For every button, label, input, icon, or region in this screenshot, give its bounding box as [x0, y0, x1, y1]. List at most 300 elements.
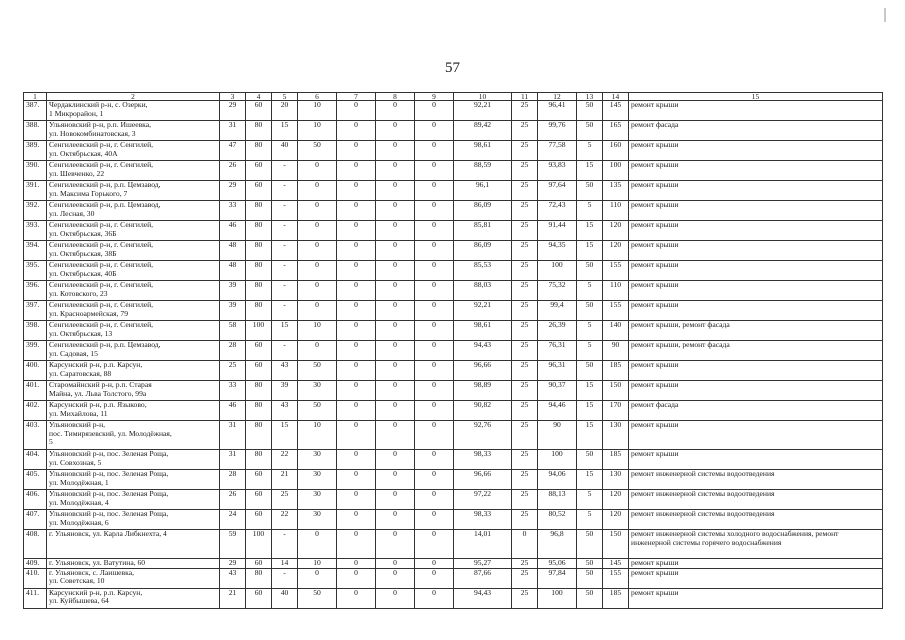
- table-cell: 0: [415, 201, 454, 221]
- column-header: 7: [337, 93, 376, 101]
- table-cell: 95,06: [538, 559, 577, 569]
- table-cell: 80: [246, 201, 272, 221]
- table-cell: 80: [246, 261, 272, 281]
- table-cell: 0: [376, 221, 415, 241]
- table-cell: 393.: [24, 221, 47, 241]
- table-cell: 40: [272, 141, 298, 161]
- table-cell: ремонт крыши: [629, 241, 883, 261]
- table-cell: 14,01: [454, 530, 512, 559]
- table-cell: 90: [538, 421, 577, 450]
- table-cell: 0: [415, 341, 454, 361]
- table-cell: Сенгилеевский р-н, г. Сенгилей, ул. Котовского, 23: [47, 281, 220, 301]
- table-cell: 0: [337, 221, 376, 241]
- table-cell: ремонт крыши: [629, 361, 883, 381]
- table-cell: 185: [603, 361, 629, 381]
- table-cell: ремонт крыши: [629, 261, 883, 281]
- table-cell: 0: [376, 381, 415, 401]
- table-cell: 0: [376, 121, 415, 141]
- table-row: [24, 470, 883, 490]
- table-row: [24, 401, 883, 421]
- table-cell: 110: [603, 281, 629, 301]
- table-cell: 33: [220, 201, 246, 221]
- table-cell: 0: [415, 261, 454, 281]
- table-row: [24, 510, 883, 530]
- table-cell: 50: [577, 588, 603, 608]
- column-header: 14: [603, 93, 629, 101]
- table-cell: 400.: [24, 361, 47, 381]
- table-row: [24, 341, 883, 361]
- table-row: [24, 201, 883, 221]
- column-header: 1: [24, 93, 47, 101]
- table-cell: 0: [415, 470, 454, 490]
- table-cell: 0: [376, 261, 415, 281]
- table-cell: 0: [337, 281, 376, 301]
- table-cell: Сенгилеевский р-н, г. Сенгилей, ул. Октябрьская, 40Б: [47, 261, 220, 281]
- table-cell: 0: [298, 530, 337, 559]
- table-cell: 96,66: [454, 470, 512, 490]
- table-cell: 77,58: [538, 141, 577, 161]
- table-cell: 0: [415, 221, 454, 241]
- table-cell: 0: [298, 281, 337, 301]
- table-cell: 0: [298, 241, 337, 261]
- table-cell: 24: [220, 510, 246, 530]
- table-cell: 25: [512, 241, 538, 261]
- repair-table: [23, 92, 883, 609]
- table-cell: 60: [246, 101, 272, 121]
- table-cell: 0: [298, 341, 337, 361]
- table-cell: г. Ульяновск, с. Лаишевка, ул. Советская, 10: [47, 568, 220, 588]
- table-cell: 25: [272, 490, 298, 510]
- table-cell: 0: [337, 261, 376, 281]
- table-cell: 0: [298, 221, 337, 241]
- table-cell: 150: [603, 381, 629, 401]
- table-cell: 80: [246, 221, 272, 241]
- table-cell: 60: [246, 588, 272, 608]
- table-cell: -: [272, 281, 298, 301]
- table-cell: 145: [603, 101, 629, 121]
- table-cell: 25: [512, 588, 538, 608]
- table-cell: 15: [577, 470, 603, 490]
- column-header: 15: [629, 93, 883, 101]
- table-cell: 392.: [24, 201, 47, 221]
- table-cell: 0: [298, 301, 337, 321]
- table-cell: 170: [603, 401, 629, 421]
- column-header: 3: [220, 93, 246, 101]
- table-cell: 98,61: [454, 141, 512, 161]
- table-cell: 5: [577, 141, 603, 161]
- table-row: [24, 321, 883, 341]
- table-cell: Сенгилеевский р-н, г. Сенгилей, ул. Шевченко, 22: [47, 161, 220, 181]
- scan-edge-mark: [884, 8, 886, 22]
- table-cell: 25: [512, 361, 538, 381]
- table-cell: ремонт крыши: [629, 450, 883, 470]
- table-cell: 0: [376, 510, 415, 530]
- table-cell: 0: [376, 559, 415, 569]
- table-cell: 60: [246, 490, 272, 510]
- table-cell: 30: [298, 381, 337, 401]
- table-cell: 15: [577, 161, 603, 181]
- table-cell: Ульяновский р-н, р.п. Ишеевка, ул. Новокомбинатовская, 3: [47, 121, 220, 141]
- table-cell: 0: [337, 530, 376, 559]
- table-cell: 50: [298, 588, 337, 608]
- table-cell: 399.: [24, 341, 47, 361]
- table-cell: 21: [220, 588, 246, 608]
- table-cell: 87,66: [454, 568, 512, 588]
- table-cell: 387.: [24, 101, 47, 121]
- table-cell: 95,27: [454, 559, 512, 569]
- table-cell: ремонт крыши: [629, 568, 883, 588]
- table-cell: -: [272, 568, 298, 588]
- table-cell: 47: [220, 141, 246, 161]
- table-cell: 88,13: [538, 490, 577, 510]
- table-cell: 185: [603, 450, 629, 470]
- table-cell: 30: [298, 470, 337, 490]
- table-row: [24, 261, 883, 281]
- table-cell: ремонт крыши: [629, 101, 883, 121]
- table-cell: 89,42: [454, 121, 512, 141]
- table-cell: 0: [376, 450, 415, 470]
- table-cell: 120: [603, 490, 629, 510]
- table-cell: 33: [220, 381, 246, 401]
- table-cell: 50: [577, 559, 603, 569]
- table-cell: Карсунский р-н, р.п. Карсун, ул. Куйбышева, 64: [47, 588, 220, 608]
- table-cell: 160: [603, 141, 629, 161]
- table-cell: 26,39: [538, 321, 577, 341]
- table-row: [24, 161, 883, 181]
- table-cell: 80: [246, 281, 272, 301]
- table-cell: 0: [376, 181, 415, 201]
- table-cell: 92,21: [454, 101, 512, 121]
- table-cell: 404.: [24, 450, 47, 470]
- table-cell: 388.: [24, 121, 47, 141]
- table-cell: 25: [512, 181, 538, 201]
- header-row: [24, 93, 883, 101]
- table-cell: 25: [512, 490, 538, 510]
- table-cell: 110: [603, 201, 629, 221]
- table-cell: 60: [246, 559, 272, 569]
- table-cell: Сенгилеевский р-н, г. Сенгилей, ул. Октябрьская, 13: [47, 321, 220, 341]
- table-cell: 10: [298, 421, 337, 450]
- table-cell: 21: [272, 470, 298, 490]
- table-cell: 96,66: [454, 361, 512, 381]
- table-cell: 39: [220, 281, 246, 301]
- table-cell: Карсунский р-н, р.п. Карсун, ул. Саратовская, 88: [47, 361, 220, 381]
- table-cell: Сенгилеевский р-н, г. Сенгилей, ул. Октябрьская, 40А: [47, 141, 220, 161]
- table-cell: 88,59: [454, 161, 512, 181]
- table-cell: 15: [272, 121, 298, 141]
- table-cell: 43: [272, 361, 298, 381]
- table-cell: -: [272, 181, 298, 201]
- table-cell: 90: [603, 341, 629, 361]
- column-header: 8: [376, 93, 415, 101]
- table-cell: 0: [337, 101, 376, 121]
- table-cell: 50: [577, 101, 603, 121]
- table-cell: ремонт инженерной системы холодного водоснабжения, ремонт инженерной системы горячего водоснабжения: [629, 530, 883, 559]
- table-cell: 145: [603, 559, 629, 569]
- table-cell: ремонт фасада: [629, 401, 883, 421]
- table-cell: 25: [512, 568, 538, 588]
- table-cell: 0: [376, 301, 415, 321]
- table-cell: 26: [220, 161, 246, 181]
- table-cell: 25: [512, 341, 538, 361]
- table-cell: ремонт крыши, ремонт фасада: [629, 321, 883, 341]
- table-cell: 411.: [24, 588, 47, 608]
- table-cell: 0: [415, 559, 454, 569]
- table-cell: 10: [298, 321, 337, 341]
- column-header: 12: [538, 93, 577, 101]
- table-cell: 85,53: [454, 261, 512, 281]
- table-row: [24, 450, 883, 470]
- table-cell: 0: [415, 510, 454, 530]
- table-cell: 60: [246, 361, 272, 381]
- table-cell: г. Ульяновск, ул. Ватутина, 60: [47, 559, 220, 569]
- table-cell: 406.: [24, 490, 47, 510]
- table-cell: 0: [337, 161, 376, 181]
- table-cell: 96,8: [538, 530, 577, 559]
- table-cell: 22: [272, 510, 298, 530]
- table-cell: 135: [603, 181, 629, 201]
- table-cell: 90,37: [538, 381, 577, 401]
- table-cell: 25: [512, 559, 538, 569]
- table-cell: ремонт крыши: [629, 181, 883, 201]
- table-cell: 94,43: [454, 341, 512, 361]
- table-row: [24, 381, 883, 401]
- table-cell: 25: [512, 301, 538, 321]
- column-header: 9: [415, 93, 454, 101]
- table-cell: 0: [337, 421, 376, 450]
- table-cell: 59: [220, 530, 246, 559]
- table-cell: 94,35: [538, 241, 577, 261]
- table-cell: ремонт инженерной системы водоотведения: [629, 470, 883, 490]
- table-cell: 50: [577, 450, 603, 470]
- table-cell: 0: [337, 141, 376, 161]
- table-cell: ремонт крыши: [629, 161, 883, 181]
- table-cell: 48: [220, 241, 246, 261]
- table-cell: 0: [415, 381, 454, 401]
- table-cell: 0: [376, 101, 415, 121]
- table-cell: 96,41: [538, 101, 577, 121]
- table-cell: 120: [603, 221, 629, 241]
- table-cell: 401.: [24, 381, 47, 401]
- table-cell: 0: [337, 381, 376, 401]
- table-cell: 0: [415, 421, 454, 450]
- table-cell: ремонт крыши: [629, 588, 883, 608]
- table-cell: 0: [415, 281, 454, 301]
- table-cell: 50: [577, 568, 603, 588]
- table-cell: 0: [337, 121, 376, 141]
- table-cell: Старомайнский р-н, р.п. Старая Майна, ул. Льва Толстого, 99а: [47, 381, 220, 401]
- table-cell: 10: [298, 121, 337, 141]
- table-cell: 0: [337, 568, 376, 588]
- table-cell: 60: [246, 161, 272, 181]
- table-cell: 15: [577, 221, 603, 241]
- table-row: [24, 530, 883, 559]
- table-cell: 395.: [24, 261, 47, 281]
- table-cell: 15: [577, 241, 603, 261]
- table-cell: 97,84: [538, 568, 577, 588]
- table-cell: 0: [415, 490, 454, 510]
- table-cell: 0: [376, 141, 415, 161]
- table-cell: 0: [415, 121, 454, 141]
- table-row: [24, 301, 883, 321]
- table-cell: 25: [512, 101, 538, 121]
- table-cell: 20: [272, 101, 298, 121]
- table-cell: ремонт крыши: [629, 421, 883, 450]
- table-cell: 25: [512, 510, 538, 530]
- table-cell: 28: [220, 470, 246, 490]
- table-cell: 80: [246, 450, 272, 470]
- table-cell: 26: [220, 490, 246, 510]
- table-cell: 407.: [24, 510, 47, 530]
- table-cell: 80: [246, 381, 272, 401]
- table-cell: 0: [376, 341, 415, 361]
- table-cell: 15: [577, 401, 603, 421]
- table-cell: 15: [272, 321, 298, 341]
- table-cell: 5: [577, 510, 603, 530]
- table-cell: 0: [298, 181, 337, 201]
- table-cell: 60: [246, 181, 272, 201]
- table-row: [24, 181, 883, 201]
- table-cell: 43: [220, 568, 246, 588]
- table-cell: 130: [603, 421, 629, 450]
- table-cell: 398.: [24, 321, 47, 341]
- table-cell: ремонт крыши: [629, 381, 883, 401]
- table-cell: ремонт фасада: [629, 121, 883, 141]
- table-cell: 94,06: [538, 470, 577, 490]
- table-cell: 0: [376, 241, 415, 261]
- table-row: [24, 281, 883, 301]
- table-cell: 25: [512, 421, 538, 450]
- table-cell: 389.: [24, 141, 47, 161]
- table-cell: 97,22: [454, 490, 512, 510]
- table-cell: 50: [577, 530, 603, 559]
- table-cell: 98,33: [454, 510, 512, 530]
- table-cell: 31: [220, 450, 246, 470]
- table-cell: 31: [220, 421, 246, 450]
- table-cell: 0: [337, 181, 376, 201]
- table-cell: 58: [220, 321, 246, 341]
- table-cell: 0: [337, 510, 376, 530]
- table-cell: 0: [337, 321, 376, 341]
- table-cell: 0: [415, 568, 454, 588]
- table-cell: 5: [577, 341, 603, 361]
- table-cell: 390.: [24, 161, 47, 181]
- table-cell: 72,43: [538, 201, 577, 221]
- table-cell: 94,43: [454, 588, 512, 608]
- table-cell: 80: [246, 301, 272, 321]
- table-cell: ремонт крыши: [629, 221, 883, 241]
- table-cell: 40: [272, 588, 298, 608]
- table-cell: Ульяновский р-н, пос. Тимирязевский, ул. Молодёжная, 5: [47, 421, 220, 450]
- table-cell: 48: [220, 261, 246, 281]
- table-cell: 28: [220, 341, 246, 361]
- table-cell: 25: [220, 361, 246, 381]
- table-cell: 25: [512, 401, 538, 421]
- table-cell: ремонт крыши: [629, 141, 883, 161]
- table-cell: 98,33: [454, 450, 512, 470]
- table-cell: 394.: [24, 241, 47, 261]
- table-cell: ремонт крыши: [629, 281, 883, 301]
- table-cell: 75,32: [538, 281, 577, 301]
- table-cell: 50: [298, 361, 337, 381]
- table-cell: 86,09: [454, 241, 512, 261]
- table-cell: 0: [376, 401, 415, 421]
- table-cell: 31: [220, 121, 246, 141]
- table-cell: 99,76: [538, 121, 577, 141]
- table-cell: 25: [512, 470, 538, 490]
- table-cell: Сенгилеевский р-н, р.п. Цемзавод, ул. Максима Горького, 7: [47, 181, 220, 201]
- table-cell: -: [272, 201, 298, 221]
- table-cell: 0: [376, 201, 415, 221]
- table-cell: 15: [577, 381, 603, 401]
- table-cell: 130: [603, 470, 629, 490]
- table-cell: 80: [246, 568, 272, 588]
- table-cell: 60: [246, 510, 272, 530]
- table-cell: 0: [298, 568, 337, 588]
- table-cell: 50: [298, 141, 337, 161]
- table-cell: ремонт крыши: [629, 301, 883, 321]
- table-cell: Сенгилеевский р-н, г. Сенгилей, ул. Октябрьская, 38Б: [47, 241, 220, 261]
- table-cell: 0: [376, 281, 415, 301]
- table-cell: 0: [337, 559, 376, 569]
- table-cell: 25: [512, 161, 538, 181]
- table-cell: 120: [603, 510, 629, 530]
- table-cell: 0: [337, 301, 376, 321]
- table-cell: 0: [376, 470, 415, 490]
- table-cell: Сенгилеевский р-н, г. Сенгилей, ул. Красноармейская, 79: [47, 301, 220, 321]
- table-body: [24, 93, 883, 609]
- table-cell: 25: [512, 261, 538, 281]
- table-cell: 39: [220, 301, 246, 321]
- table-cell: 60: [246, 470, 272, 490]
- table-cell: 29: [220, 559, 246, 569]
- table-cell: 15: [272, 421, 298, 450]
- table-cell: 0: [298, 201, 337, 221]
- table-cell: ремонт крыши: [629, 201, 883, 221]
- table-cell: 150: [603, 530, 629, 559]
- table-cell: 100: [603, 161, 629, 181]
- table-cell: 50: [577, 261, 603, 281]
- table-cell: 25: [512, 141, 538, 161]
- table-cell: 0: [376, 490, 415, 510]
- column-header: 4: [246, 93, 272, 101]
- table-cell: 0: [415, 161, 454, 181]
- table-cell: 30: [298, 490, 337, 510]
- table-cell: 410.: [24, 568, 47, 588]
- table-cell: 391.: [24, 181, 47, 201]
- table-cell: 90,82: [454, 401, 512, 421]
- table-cell: ремонт крыши: [629, 559, 883, 569]
- table-cell: 0: [337, 201, 376, 221]
- table-cell: 46: [220, 401, 246, 421]
- table-cell: 409.: [24, 559, 47, 569]
- table-cell: 0: [337, 341, 376, 361]
- table-cell: г. Ульяновск, ул. Карла Либкнехта, 4: [47, 530, 220, 559]
- table-cell: 0: [298, 261, 337, 281]
- table-row: [24, 588, 883, 608]
- table-cell: 96,1: [454, 181, 512, 201]
- table-cell: 100: [246, 321, 272, 341]
- table-cell: 0: [415, 450, 454, 470]
- table-cell: 0: [415, 588, 454, 608]
- table-cell: 100: [246, 530, 272, 559]
- table-cell: 0: [298, 161, 337, 181]
- table-cell: 39: [272, 381, 298, 401]
- table-cell: Ульяновский р-н, пос. Зеленая Роща, ул. Совхозная, 5: [47, 450, 220, 470]
- table-cell: 85,81: [454, 221, 512, 241]
- table-cell: 50: [577, 121, 603, 141]
- table-cell: 402.: [24, 401, 47, 421]
